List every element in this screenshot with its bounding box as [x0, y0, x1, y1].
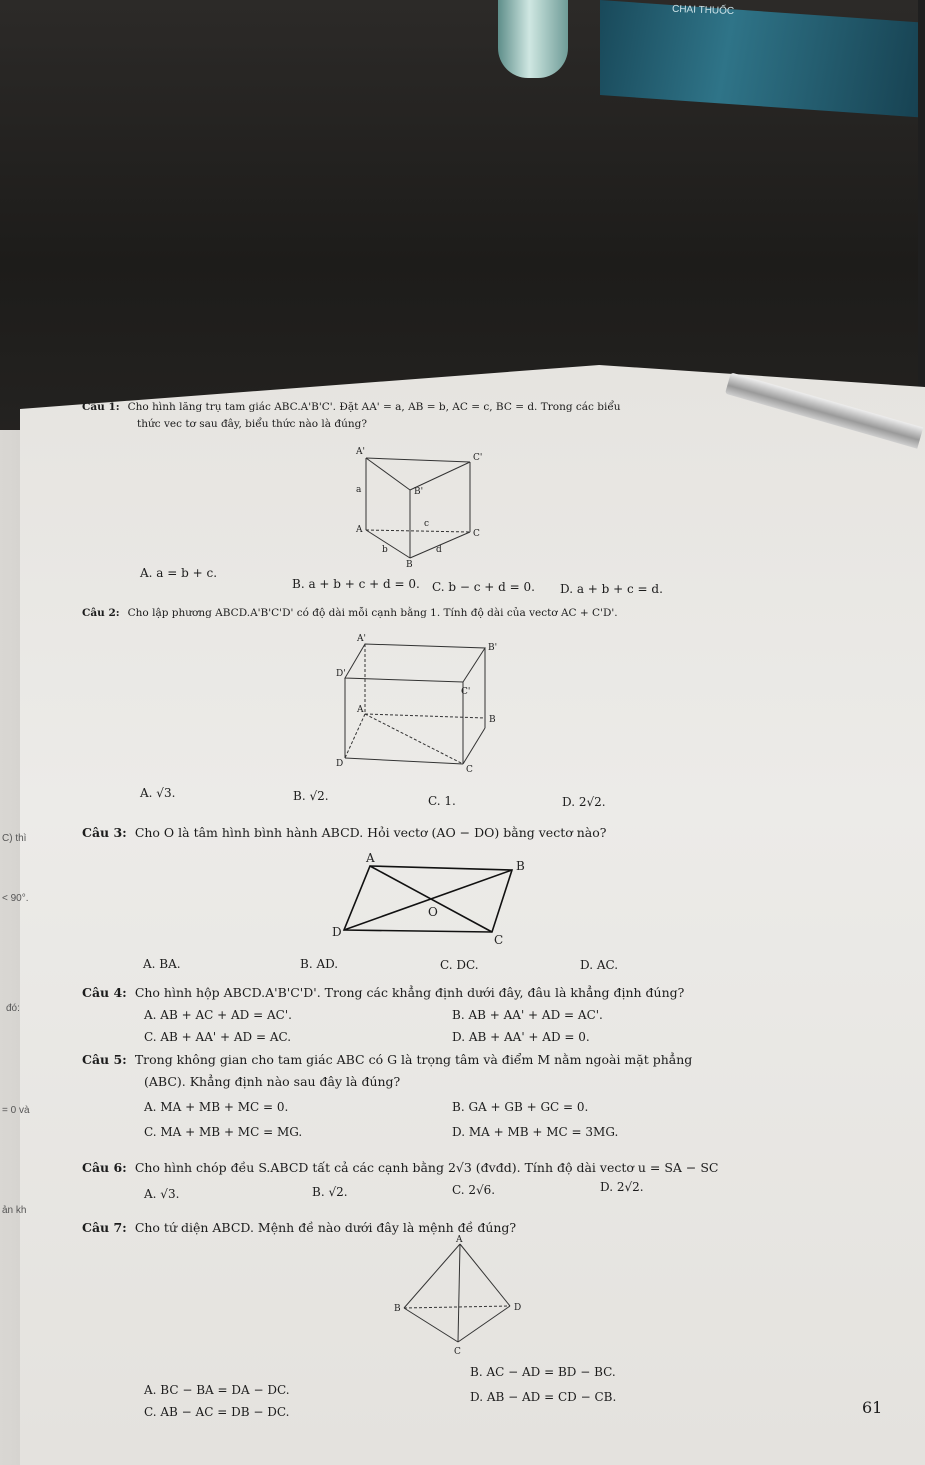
question-number: Câu 3:: [82, 825, 127, 840]
option[interactable]: D. MA + MB + MC = 3MG.: [452, 1125, 619, 1139]
question-text: Cho hình chóp đều S.ABCD tất cả các cạnh bằng 2√3 (đvđd). Tính độ dài vectơ u = SA − SC: [134, 1160, 719, 1175]
margin-note: đó:: [6, 1003, 20, 1014]
edge-ab: [366, 530, 410, 558]
question-2: [82, 607, 618, 619]
option[interactable]: B. √2.: [312, 1185, 348, 1199]
margin-note: C) thì: [2, 833, 27, 844]
question-number: Câu 2:: [82, 607, 120, 619]
page-number: 61: [862, 1398, 883, 1417]
figure-label: D: [514, 1303, 522, 1313]
option[interactable]: D. 2√2.: [562, 795, 606, 809]
question-7: [82, 1220, 516, 1235]
figure-label: B: [516, 859, 525, 873]
figure-label: B: [394, 1304, 401, 1314]
cube-figure: [335, 632, 505, 775]
prism-figure: [330, 440, 490, 568]
option[interactable]: B. AD.: [300, 957, 339, 971]
question-6: [82, 1160, 719, 1175]
question-3: [82, 825, 606, 840]
figure-label: A': [356, 447, 365, 457]
question-5-text-2: (ABC). Khẳng định nào sau đây là đúng?: [144, 1074, 401, 1089]
edge-cd: [458, 1306, 510, 1342]
option[interactable]: A. √3.: [144, 1187, 180, 1201]
figure-label: A: [356, 525, 363, 535]
bottle: [498, 0, 568, 78]
option[interactable]: B. AC − AD = BD − BC.: [470, 1365, 616, 1379]
option[interactable]: A. BC − BA = DA − DC.: [144, 1383, 290, 1397]
figure-label: C': [461, 687, 471, 697]
edge-ac: [458, 1244, 460, 1342]
option[interactable]: A. BA.: [143, 957, 181, 971]
figure-label: D': [336, 669, 346, 679]
question-text: Trong không gian cho tam giác ABC có G là trọng tâm và điểm M nằm ngoài mặt phẳng: [134, 1052, 693, 1067]
edge-dc: [345, 758, 463, 764]
edge-ab: [365, 714, 485, 718]
option[interactable]: D. AC.: [580, 958, 619, 972]
option[interactable]: D. AB + AA' + AD = 0.: [452, 1030, 590, 1044]
question-number: Câu 7:: [82, 1220, 127, 1235]
parallelogram: [344, 866, 512, 932]
tetrahedron-figure: [390, 1236, 530, 1358]
question-number: Câu 4:: [82, 985, 127, 1000]
question-number: Câu 6:: [82, 1160, 127, 1175]
question-text: Cho tứ diện ABCD. Mệnh đề nào dưới đây là mệnh đề đúng?: [134, 1220, 517, 1235]
option[interactable]: D. 2√2.: [600, 1180, 644, 1194]
diagonal-bd: [344, 870, 512, 930]
option[interactable]: A. √3.: [140, 786, 176, 800]
option[interactable]: A. MA + MB + MC = 0.: [144, 1100, 289, 1114]
edge-ac: [366, 530, 470, 532]
edge-a1c1: [366, 458, 470, 462]
option[interactable]: B. GA + GB + GC = 0.: [452, 1100, 589, 1114]
margin-note: = 0 và: [2, 1105, 30, 1116]
figure-label: C: [454, 1347, 461, 1357]
question-text: Cho O là tâm hình bình hành ABCD. Hỏi vectơ (AO − DO) bằng vectơ nào?: [134, 825, 607, 840]
figure-label: C': [473, 453, 483, 463]
figure-label: d: [436, 545, 442, 555]
figure-label: C: [473, 529, 480, 539]
margin-note: < 90°.: [2, 893, 29, 904]
figure-label: A: [366, 851, 375, 865]
question-text: Cho hình lăng trụ tam giác ABC.A'B'C'. Đặt AA' = a, AB = b, AC = c, BC = d. Trong các biểu: [127, 401, 621, 413]
option[interactable]: B. √2.: [293, 789, 329, 803]
parallelogram-figure: [330, 851, 525, 947]
figure-label: D: [336, 759, 344, 769]
figure-label: A': [357, 634, 366, 644]
margin-note: ản kh: [2, 1205, 27, 1216]
figure-label: b: [382, 545, 388, 555]
question-text: Cho hình hộp ABCD.A'B'C'D'. Trong các khẳng định dưới đây, đâu là khẳng định đúng?: [134, 985, 685, 1000]
question-number: Câu 5:: [82, 1052, 127, 1067]
figure-label: c: [424, 519, 430, 529]
figure-label: O: [428, 905, 438, 919]
edge-cb: [463, 728, 485, 764]
figure-label: C: [466, 765, 473, 775]
option[interactable]: C. 2√6.: [452, 1183, 496, 1197]
option[interactable]: C. AB − AC = DB − DC.: [144, 1405, 290, 1419]
option[interactable]: C. b − c + d = 0.: [432, 580, 535, 594]
figure-label: B': [414, 487, 424, 497]
medicine-box-text: CHAI THUỐC: [671, 3, 735, 17]
edge-b1c1: [410, 462, 470, 490]
question-5: [82, 1052, 692, 1067]
figure-label: A: [357, 705, 364, 715]
question-number: Câu 1:: [82, 401, 120, 413]
figure-label: B: [406, 560, 413, 570]
question-1: [82, 401, 621, 413]
option[interactable]: B. a + b + c + d = 0.: [292, 577, 420, 591]
option[interactable]: A. a = b + c.: [140, 566, 218, 580]
figure-label: D: [332, 925, 342, 939]
figure-label: B': [488, 643, 498, 653]
question-text: Cho lập phương ABCD.A'B'C'D' có độ dài mỗi cạnh bằng 1. Tính độ dài của vectơ AC + C'D'.: [127, 607, 618, 619]
diag-ac: [365, 714, 463, 764]
option[interactable]: D. a + b + c = d.: [560, 582, 663, 596]
option[interactable]: B. AB + AA' + AD = AC'.: [452, 1008, 603, 1022]
figure-label: C: [494, 933, 504, 947]
edge-ad: [345, 714, 365, 758]
option[interactable]: C. DC.: [440, 958, 479, 972]
option[interactable]: A. AB + AC + AD = AC'.: [144, 1008, 292, 1022]
option[interactable]: C. 1.: [428, 794, 456, 808]
edge-bc: [404, 1308, 458, 1342]
option[interactable]: C. AB + AA' + AD = AC.: [144, 1030, 292, 1044]
figure-label: B: [489, 715, 496, 725]
edge-bd: [404, 1306, 510, 1308]
question-4: [82, 985, 684, 1000]
figure-label: A: [456, 1235, 463, 1245]
figure-label: a: [356, 485, 362, 495]
question-1-text-2: thức vec tơ sau đây, biểu thức nào là đúng?: [137, 418, 367, 430]
edge-ad: [460, 1244, 510, 1306]
edge-ab: [404, 1244, 460, 1308]
option[interactable]: C. MA + MB + MC = MG.: [144, 1125, 303, 1139]
top-face: [345, 644, 485, 682]
option[interactable]: D. AB − AD = CD − CB.: [470, 1390, 617, 1404]
edge-a1b1: [366, 458, 410, 490]
